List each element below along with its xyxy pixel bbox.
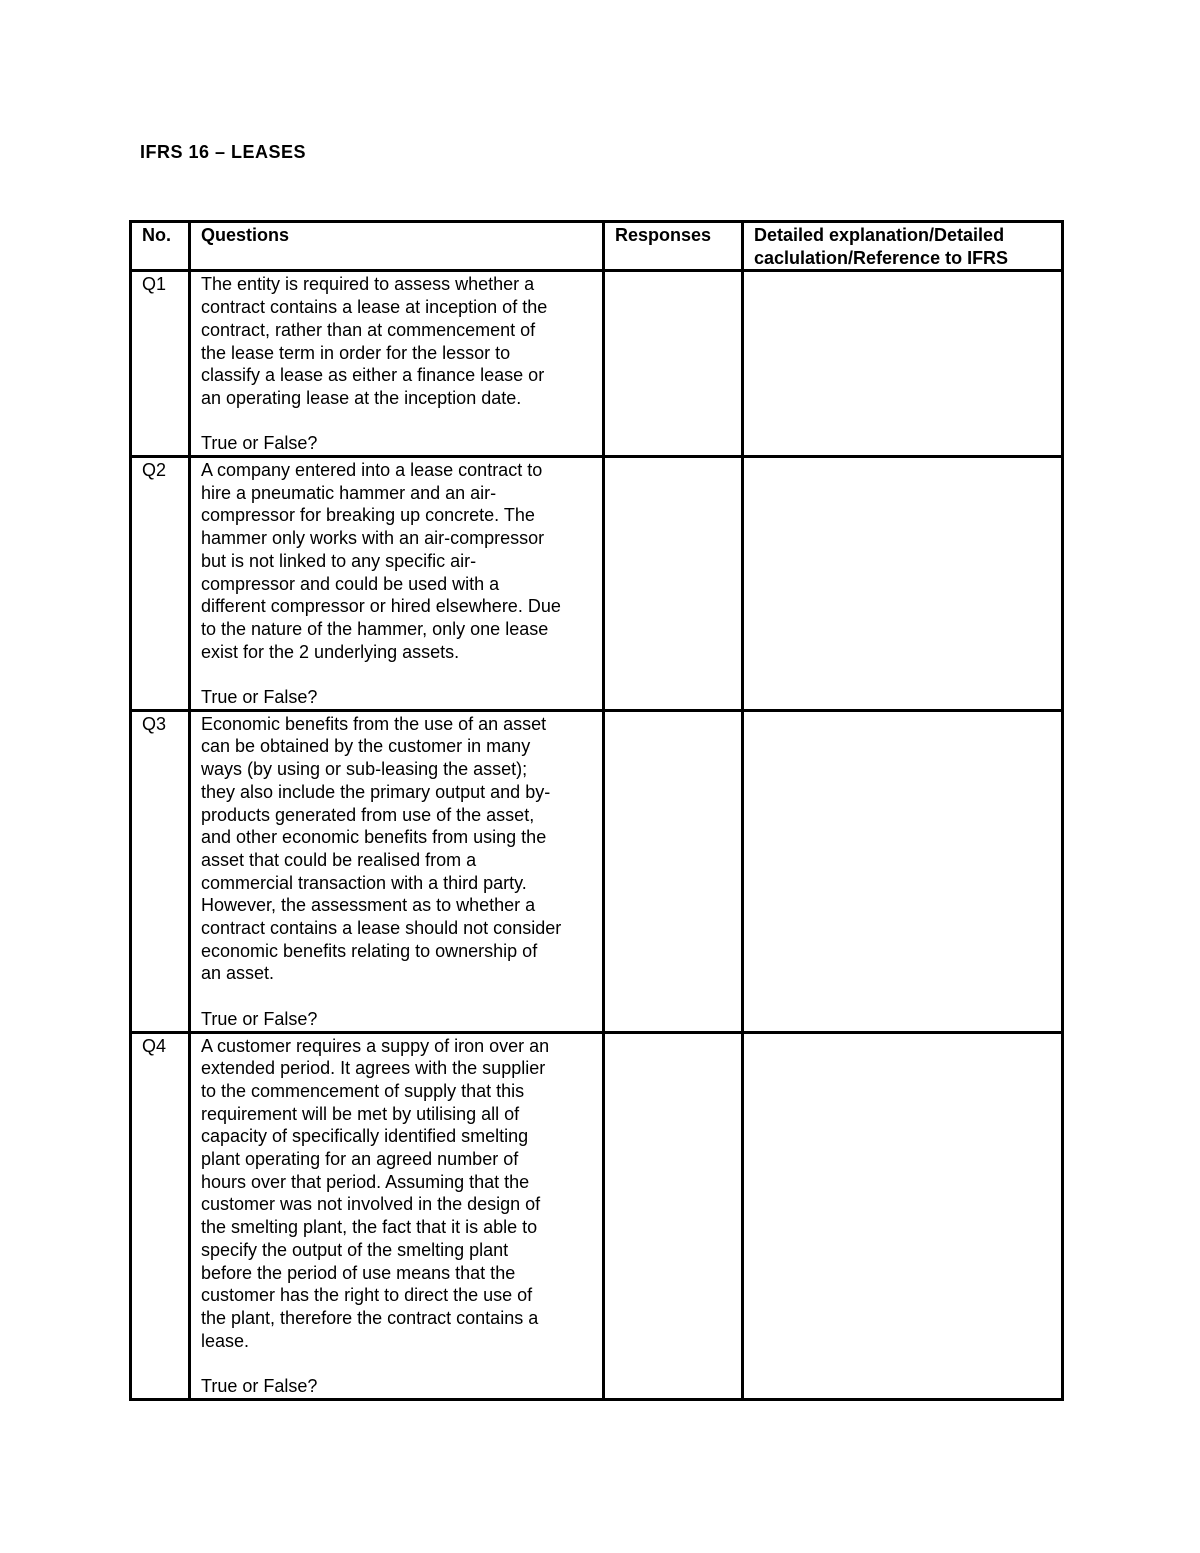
explanation-cell[interactable] xyxy=(743,1032,1063,1399)
header-detailed-explanation: Detailed explanation/Detailed caclulation/Reference to IFRS xyxy=(743,222,1063,271)
table-row xyxy=(131,457,1063,711)
header-no: No. xyxy=(131,222,190,271)
question-number: Q4 xyxy=(131,1032,190,1399)
header-questions: Questions xyxy=(190,222,604,271)
explanation-cell[interactable] xyxy=(743,457,1063,711)
question-text: Economic benefits from the use of an asset can be obtained by the customer in many ways (by using or sub-leasing the asset); they also include the primary output and by- products generated from use of the asset, and other economic benefits from using the asset that could be realised from a commercial transaction with a third party. However, the assessment as to whether a contract contains a lease should not consider economic benefits relating to ownership of an asset. xyxy=(201,713,562,984)
question-cell xyxy=(190,457,604,711)
table-row xyxy=(131,271,1063,457)
response-cell[interactable] xyxy=(604,457,743,711)
question-cell xyxy=(190,710,604,1032)
table-header-row xyxy=(131,222,1063,271)
true-false-prompt: True or False? xyxy=(201,1008,318,1029)
table-row xyxy=(131,710,1063,1032)
question-cell xyxy=(190,1032,604,1399)
response-cell[interactable] xyxy=(604,1032,743,1399)
explanation-cell[interactable] xyxy=(743,271,1063,457)
true-false-prompt: True or False? xyxy=(201,433,318,454)
question-text: A customer requires a suppy of iron over an extended period. It agrees with the supplier to the commencement of supply that this requirement will be met by utilising all of capacity of specifically identified smelting plant operating for an agreed number of hours over that period. Assuming that the customer was not involved in the design of the smelting plant, the fact that it is able to specify the output of the smelting plant before the period of use means that the customer has the right to direct the use of the plant, therefore the contract contains a lease. xyxy=(201,1035,550,1351)
true-false-prompt: True or False? xyxy=(201,1376,318,1397)
question-number: Q1 xyxy=(131,271,190,457)
questions-table xyxy=(129,220,1064,1401)
explanation-cell[interactable] xyxy=(743,710,1063,1032)
table-row xyxy=(131,1032,1063,1399)
question-cell xyxy=(190,271,604,457)
response-cell[interactable] xyxy=(604,271,743,457)
response-cell[interactable] xyxy=(604,710,743,1032)
question-number: Q2 xyxy=(131,457,190,711)
document-title: IFRS 16 – LEASES xyxy=(140,142,307,162)
question-text: A company entered into a lease contract to hire a pneumatic hammer and an air- compressor for breaking up concrete. The hammer only works with an air-compressor but is not linked to any specific air- compressor and could be used with a different compressor or hired elsewhere. Due to the nature of the hammer, only one lease exist for the 2 underlying assets. xyxy=(201,460,561,662)
header-responses: Responses xyxy=(604,222,743,271)
question-number: Q3 xyxy=(131,710,190,1032)
question-text: The entity is required to assess whether a contract contains a lease at inception of the contract, rather than at commencement of the lease term in order for the lessor to classify a lease as either a finance lease or an operating lease at the inception date. xyxy=(201,274,548,408)
true-false-prompt: True or False? xyxy=(201,687,318,708)
